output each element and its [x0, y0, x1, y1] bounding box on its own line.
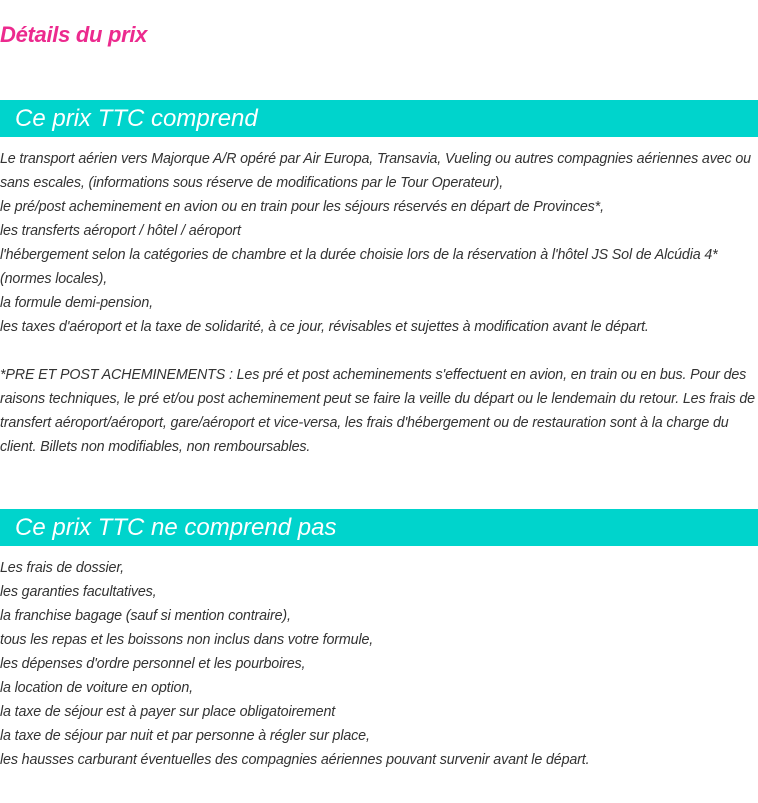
excluded-item: tous les repas et les boissons non inclus dans votre formule, — [0, 632, 374, 648]
included-item: Le transport aérien vers Majorque A/R opéré par Air Europa, Transavia, Vueling ou autres compagnies aériennes avec ou sans escales, (informations sous réserve de modifications par le Tour Operateur), — [0, 151, 751, 191]
excluded-item: les hausses carburant éventuelles des compagnies aériennes pouvant survenir avant le départ. — [0, 752, 590, 768]
included-item: le pré/post acheminement en avion ou en train pour les séjours réservés en départ de Provinces*, — [0, 199, 604, 215]
included-item: les transferts aéroport / hôtel / aéroport — [0, 223, 241, 239]
excluded-item: la taxe de séjour est à payer sur place obligatoirement — [0, 704, 336, 720]
note-text: *PRE ET POST ACHEMINEMENTS : Les pré et post acheminements s'effectuent en avion, en train ou en bus. Pour des raisons techniques, le pré et/ou post acheminement peut se faire la veille du départ ou le lendemain du retour. Les frais de transfert aéroport/aéroport, gare/aéroport et vice-versa, les frais d'hébergement ou de restauration sont à la charge du client. Billets non modifiables, non remboursables. — [0, 367, 755, 455]
included-item: la formule demi-pension, — [0, 295, 153, 311]
excluded-list — [0, 556, 758, 772]
excluded-item: les dépenses d'ordre personnel et les pourboires, — [0, 656, 306, 672]
excluded-item: la location de voiture en option, — [0, 680, 193, 696]
excluded-item: la taxe de séjour par nuit et par personne à régler sur place, — [0, 728, 370, 744]
pre-post-acheminement-note — [0, 363, 758, 459]
excluded-item: les garanties facultatives, — [0, 584, 157, 600]
included-item: les taxes d'aéroport et la taxe de solidarité, à ce jour, révisables et sujettes à modification avant le départ. — [0, 319, 649, 335]
page-title: Détails du prix — [0, 22, 148, 47]
included-list — [0, 147, 758, 339]
included-item: l'hébergement selon la catégories de chambre et la durée choisie lors de la réservation à l'hôtel JS Sol de Alcúdia 4* (normes locales), — [0, 247, 718, 287]
excluded-item: la franchise bagage (sauf si mention contraire), — [0, 608, 291, 624]
included-section-header: Ce prix TTC comprend — [0, 100, 758, 137]
excluded-section-header: Ce prix TTC ne comprend pas — [0, 509, 758, 546]
excluded-item: Les frais de dossier, — [0, 560, 125, 576]
